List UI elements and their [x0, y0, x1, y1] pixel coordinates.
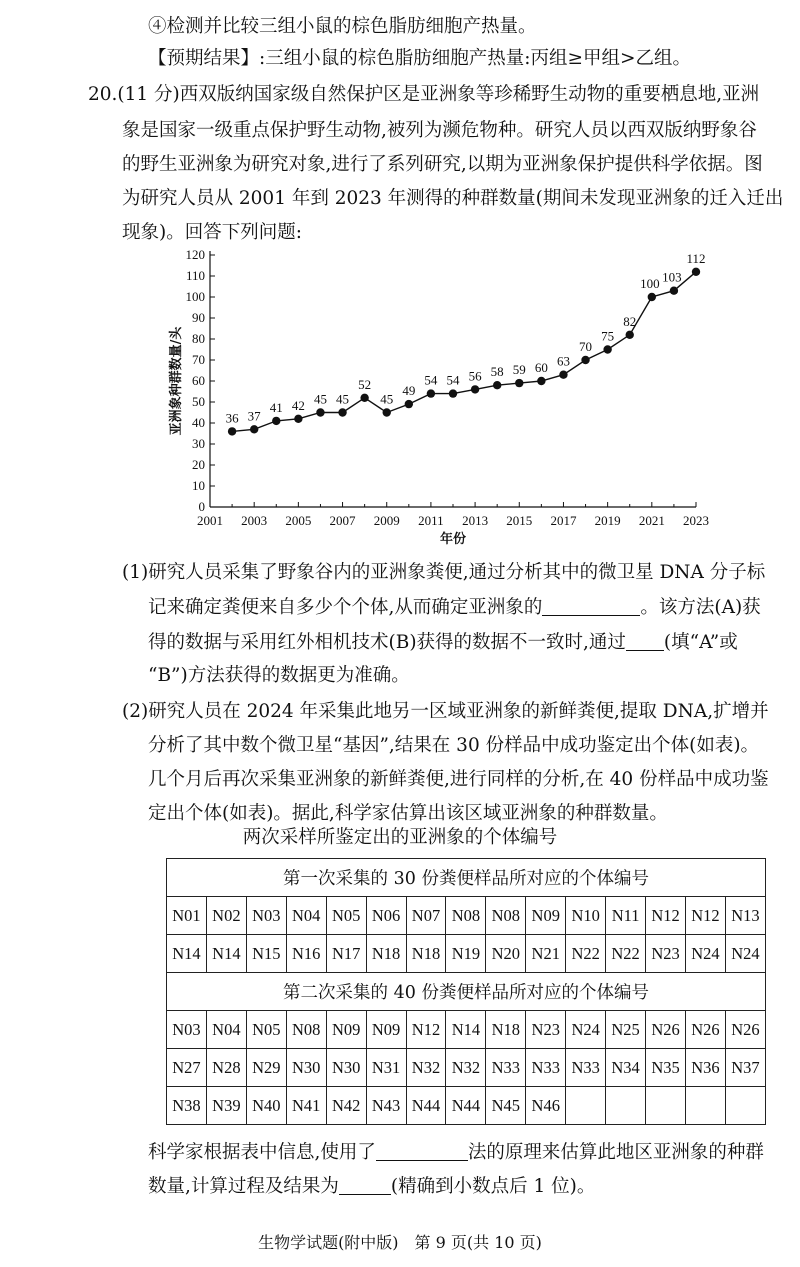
table-cell: N38 — [167, 1087, 207, 1125]
data-label: 112 — [686, 250, 706, 266]
table-cell: N23 — [526, 1011, 566, 1049]
table-cell: N12 — [406, 1011, 446, 1049]
data-point — [537, 377, 545, 385]
table-cell: N14 — [206, 935, 246, 973]
p2-line5 — [148, 1140, 764, 1166]
table-cell: N02 — [206, 897, 246, 935]
table-cell: N32 — [446, 1049, 486, 1087]
table-cell: N46 — [526, 1087, 566, 1125]
second-sample-header: 第二次采集的 40 份粪便样品所对应的个体编号 — [167, 973, 766, 1011]
table-cell: N20 — [486, 935, 526, 973]
y-axis-label: 亚洲象种群数量/头 — [169, 326, 184, 436]
data-point — [338, 408, 346, 416]
p2-line4: 定出个体(如表)。据此,科学家估算出该区域亚洲象的种群数量。 — [148, 803, 668, 824]
table-header-row — [167, 973, 766, 1011]
data-label: 42 — [291, 397, 305, 413]
answer-blank-3[interactable] — [376, 1142, 468, 1161]
table-cell: N29 — [246, 1049, 286, 1087]
data-point — [515, 379, 523, 387]
table-cell: N43 — [366, 1087, 406, 1125]
table-cell: N24 — [725, 935, 765, 973]
x-tick-label: 2007 — [329, 513, 356, 528]
data-point — [471, 385, 479, 393]
table-cell: N09 — [326, 1011, 366, 1049]
table-cell: N27 — [167, 1049, 207, 1087]
table-cell: N45 — [486, 1087, 526, 1125]
table-row — [167, 897, 766, 935]
table-cell: N33 — [566, 1049, 606, 1087]
data-label: 56 — [468, 368, 482, 384]
y-tick-label: 0 — [198, 499, 205, 514]
data-label: 52 — [358, 376, 372, 392]
x-tick-label: 2009 — [373, 513, 400, 528]
data-point — [228, 427, 236, 435]
y-tick-label: 80 — [192, 331, 205, 346]
table-cell: N08 — [446, 897, 486, 935]
table-cell: N40 — [246, 1087, 286, 1125]
x-tick-label: 2003 — [241, 513, 268, 528]
x-tick-label: 2023 — [683, 513, 709, 528]
table-cell: N36 — [685, 1049, 725, 1087]
population-line-chart — [160, 245, 720, 550]
table-cell: N18 — [406, 935, 446, 973]
p1-line3-a: 得的数据与采用红外相机技术(B)获得的数据不一致时,通过 — [148, 632, 626, 653]
y-tick-label: 10 — [192, 478, 205, 493]
p1-line4: “B”)方法获得的数据更为准确。 — [148, 665, 410, 686]
table-cell: N24 — [685, 935, 725, 973]
data-point — [294, 415, 302, 423]
q20-intro-line5: 现象)。回答下列问题: — [122, 222, 302, 243]
p1-line2-a: 记来确定粪便来自多少个个体,从而确定亚洲象的 — [148, 597, 543, 618]
data-label: 63 — [556, 353, 570, 369]
p1-line3 — [148, 630, 738, 656]
table-cell: N26 — [725, 1011, 765, 1049]
p1-line3-b: (填“A”或 — [663, 632, 738, 653]
table-cell: N05 — [326, 897, 366, 935]
table-cell: N26 — [646, 1011, 686, 1049]
table-cell: N30 — [286, 1049, 326, 1087]
table-cell: N35 — [646, 1049, 686, 1087]
data-label: 60 — [534, 360, 548, 375]
table-cell: N39 — [206, 1087, 246, 1125]
data-point — [559, 371, 567, 379]
data-point — [427, 389, 435, 397]
data-point — [603, 345, 611, 353]
table-cell: N44 — [406, 1087, 446, 1125]
table-cell: N04 — [206, 1011, 246, 1049]
answer-blank-4[interactable] — [339, 1176, 391, 1195]
table-cell: N30 — [326, 1049, 366, 1087]
data-point — [581, 356, 589, 364]
data-label: 54 — [446, 372, 460, 388]
y-tick-label: 100 — [185, 289, 205, 304]
p2-line6-b: (精确到小数点后 1 位)。 — [390, 1176, 596, 1197]
table-row — [167, 1011, 766, 1049]
table-cell: N22 — [566, 935, 606, 973]
step4-text: ④检测并比较三组小鼠的棕色脂肪细胞产热量。 — [148, 16, 537, 37]
table-cell: N09 — [366, 1011, 406, 1049]
table-cell: N13 — [725, 897, 765, 935]
data-label: 103 — [662, 269, 682, 285]
table-cell — [566, 1087, 606, 1125]
table-row — [167, 1087, 766, 1125]
data-point — [405, 400, 413, 408]
table-cell: N33 — [486, 1049, 526, 1087]
data-label: 75 — [601, 328, 615, 344]
page-footer: 生物学试题(附中版) 第 9 页(共 10 页) — [258, 1233, 542, 1252]
table-title: 两次采样所鉴定出的亚洲象的个体编号 — [242, 827, 558, 848]
table-cell: N18 — [486, 1011, 526, 1049]
expected-result-text: 【预期结果】:三组小鼠的棕色脂肪细胞产热量:丙组≥甲组>乙组。 — [148, 48, 691, 69]
p1-line1: (1)研究人员采集了野象谷内的亚洲象粪便,通过分析其中的微卫星 DNA 分子标 — [122, 562, 766, 583]
table-cell: N14 — [446, 1011, 486, 1049]
table-cell: N10 — [566, 897, 606, 935]
table-cell: N11 — [606, 897, 646, 935]
x-tick-label: 2019 — [594, 513, 621, 528]
y-tick-label: 110 — [185, 268, 205, 283]
table-cell: N03 — [167, 1011, 207, 1049]
data-label: 41 — [269, 399, 283, 415]
data-label: 70 — [579, 339, 593, 354]
y-tick-label: 60 — [192, 373, 205, 388]
table-header-row — [167, 859, 766, 897]
p2-line5-a: 科学家根据表中信息,使用了 — [148, 1142, 376, 1163]
answer-blank-1[interactable] — [542, 597, 640, 616]
data-point — [316, 408, 324, 416]
table-cell: N12 — [685, 897, 725, 935]
x-axis-label: 年份 — [439, 532, 467, 547]
table-cell — [646, 1087, 686, 1125]
y-tick-label: 70 — [192, 352, 205, 367]
q20-intro-line1: 20.(11 分)西双版纳国家级自然保护区是亚洲象等珍稀野生动物的重要栖息地,亚洲 — [88, 84, 760, 105]
table-cell: N14 — [167, 935, 207, 973]
samples-table — [166, 858, 766, 1125]
table-cell: N28 — [206, 1049, 246, 1087]
table-cell: N03 — [246, 897, 286, 935]
table-cell: N12 — [646, 897, 686, 935]
table-cell: N06 — [366, 897, 406, 935]
data-point — [383, 408, 391, 416]
table-cell: N17 — [326, 935, 366, 973]
table-cell: N41 — [286, 1087, 326, 1125]
q20-intro-line2: 象是国家一级重点保护野生动物,被列为濒危物种。研究人员以西双版纳野象谷 — [122, 120, 757, 141]
table-cell: N26 — [685, 1011, 725, 1049]
p2-line5-b: 法的原理来估算此地区亚洲象的种群 — [467, 1142, 764, 1163]
table-cell — [606, 1087, 646, 1125]
table-cell — [685, 1087, 725, 1125]
data-point — [626, 331, 634, 339]
x-tick-label: 2005 — [285, 513, 312, 528]
data-label: 45 — [336, 391, 350, 407]
p2-line6 — [148, 1174, 595, 1200]
table-cell: N34 — [606, 1049, 646, 1087]
q20-intro-line4: 为研究人员从 2001 年到 2023 年测得的种群数量(期间未发现亚洲象的迁入迁出 — [122, 188, 784, 209]
y-tick-label: 50 — [192, 394, 205, 409]
table-cell: N08 — [286, 1011, 326, 1049]
x-tick-label: 2021 — [638, 513, 665, 528]
data-label: 45 — [313, 391, 327, 407]
table-cell: N05 — [246, 1011, 286, 1049]
table-cell: N33 — [526, 1049, 566, 1087]
table-cell: N42 — [326, 1087, 366, 1125]
table-cell: N23 — [646, 935, 686, 973]
data-point — [360, 394, 368, 402]
x-tick-label: 2013 — [462, 513, 489, 528]
data-label: 100 — [640, 276, 660, 291]
data-label: 49 — [402, 383, 416, 399]
x-tick-label: 2017 — [550, 513, 577, 528]
table-cell: N31 — [366, 1049, 406, 1087]
y-tick-label: 30 — [192, 436, 205, 451]
data-point — [449, 389, 457, 397]
table-cell: N37 — [725, 1049, 765, 1087]
table-cell: N24 — [566, 1011, 606, 1049]
data-label: 59 — [512, 362, 526, 378]
y-tick-label: 90 — [192, 310, 205, 325]
answer-blank-2[interactable] — [626, 632, 664, 651]
first-sample-header: 第一次采集的 30 份粪便样品所对应的个体编号 — [167, 859, 766, 897]
table-cell: N01 — [167, 897, 207, 935]
p1-line2 — [148, 595, 761, 621]
y-tick-label: 20 — [192, 457, 205, 472]
data-label: 45 — [380, 391, 394, 407]
y-tick-label: 120 — [185, 247, 205, 262]
data-point — [670, 287, 678, 295]
data-label: 37 — [247, 408, 261, 424]
table-cell: N16 — [286, 935, 326, 973]
table-cell: N44 — [446, 1087, 486, 1125]
x-tick-label: 2001 — [197, 513, 223, 528]
y-tick-label: 40 — [192, 415, 205, 430]
p2-line1: (2)研究人员在 2024 年采集此地另一区域亚洲象的新鲜粪便,提取 DNA,扩增并 — [122, 701, 769, 722]
table-cell: N22 — [606, 935, 646, 973]
p2-line6-a: 数量,计算过程及结果为 — [148, 1176, 339, 1197]
p1-line2-b: 。该方法(A)获 — [640, 597, 761, 618]
q20-intro-line3: 的野生亚洲象为研究对象,进行了系列研究,以期为亚洲象保护提供科学依据。图 — [122, 154, 763, 175]
data-point — [272, 417, 280, 425]
table-cell: N08 — [486, 897, 526, 935]
data-label: 82 — [623, 313, 637, 329]
p2-line2: 分析了其中数个微卫星“基因”,结果在 30 份样品中成功鉴定出个体(如表)。 — [148, 735, 760, 756]
table-cell — [725, 1087, 765, 1125]
data-label: 54 — [424, 372, 438, 388]
table-cell: N04 — [286, 897, 326, 935]
data-label: 36 — [225, 410, 239, 426]
data-point — [493, 381, 501, 389]
table-cell: N19 — [446, 935, 486, 973]
table-cell: N15 — [246, 935, 286, 973]
data-label: 58 — [490, 364, 504, 380]
table-cell: N32 — [406, 1049, 446, 1087]
x-tick-label: 2015 — [506, 513, 533, 528]
p2-line3: 几个月后再次采集亚洲象的新鲜粪便,进行同样的分析,在 40 份样品中成功鉴 — [148, 769, 769, 790]
data-point — [692, 268, 700, 276]
x-tick-label: 2011 — [418, 513, 444, 528]
table-cell: N07 — [406, 897, 446, 935]
table-cell: N25 — [606, 1011, 646, 1049]
table-row — [167, 1049, 766, 1087]
data-point — [250, 425, 258, 433]
table-cell: N18 — [366, 935, 406, 973]
table-cell: N21 — [526, 935, 566, 973]
table-row — [167, 935, 766, 973]
data-point — [648, 293, 656, 301]
table-cell: N09 — [526, 897, 566, 935]
